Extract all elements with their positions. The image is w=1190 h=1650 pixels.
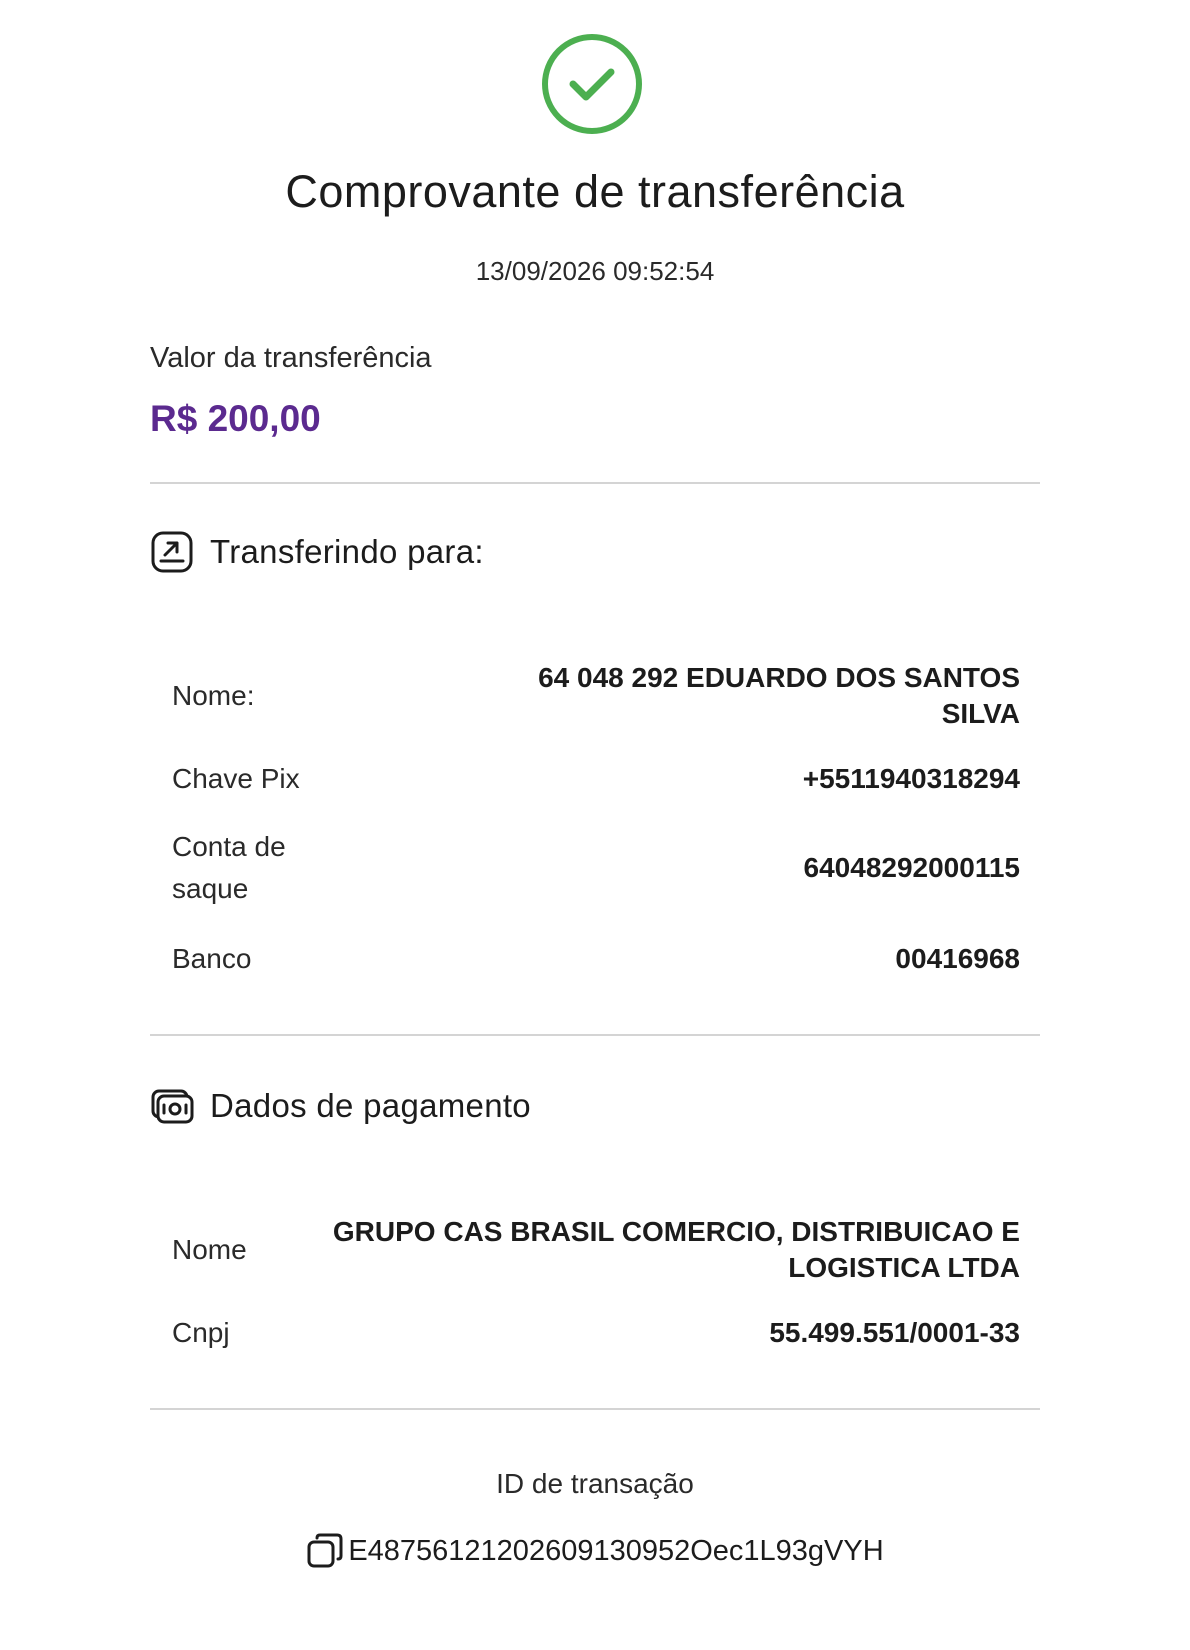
row-label: Nome: [172, 1234, 247, 1265]
recipient-row-chave-pix: [172, 758, 1020, 800]
transaction-id-value: E48756121202609130952Oec1L93gVYH: [348, 1534, 884, 1567]
recipient-row-nome: [172, 660, 1020, 732]
payment-section-title: Dados de pagamento: [210, 1087, 531, 1124]
recipient-row-banco: [172, 938, 1020, 980]
divider: [150, 1408, 1040, 1410]
row-value: GRUPO CAS BRASIL COMERCIO, DISTRIBUICAO E LOGISTICA LTDA: [332, 1216, 1020, 1283]
page-title: Comprovante de transferência: [285, 166, 905, 217]
row-value: 55.499.551/0001-33: [769, 1317, 1020, 1348]
transfer-out-icon: [150, 530, 194, 574]
transaction-id-label: ID de transação: [496, 1468, 694, 1499]
row-value: 64 048 292 EDUARDO DOS SANTOS SILVA: [538, 662, 1020, 729]
row-label: Nome:: [172, 680, 255, 711]
money-icon: [150, 1084, 194, 1128]
divider: [150, 482, 1040, 484]
timestamp: 13/09/2026 09:52:54: [475, 256, 715, 286]
check-circle-icon: [540, 32, 644, 136]
row-label: Chave Pix: [172, 763, 300, 794]
row-value: 00416968: [895, 943, 1020, 974]
payment-row-cnpj: [172, 1312, 1020, 1354]
divider: [150, 1034, 1040, 1036]
row-label: Conta de saque: [172, 831, 286, 904]
copy-icon[interactable]: [306, 1532, 344, 1570]
recipient-row-conta: [172, 826, 1020, 910]
amount-label: Valor da transferência: [150, 342, 432, 374]
payment-row-nome: [172, 1214, 1020, 1286]
payment-section-header: [150, 1084, 531, 1128]
row-label: Banco: [172, 943, 252, 974]
transaction-id-row[interactable]: [0, 1532, 1190, 1570]
recipient-section-header: [150, 530, 484, 574]
row-value: +5511940318294: [802, 763, 1020, 794]
amount-value: R$ 200,00: [150, 398, 321, 439]
row-value: 64048292000115: [803, 852, 1020, 883]
row-label: Cnpj: [172, 1317, 230, 1348]
recipient-section-title: Transferindo para:: [210, 533, 484, 570]
